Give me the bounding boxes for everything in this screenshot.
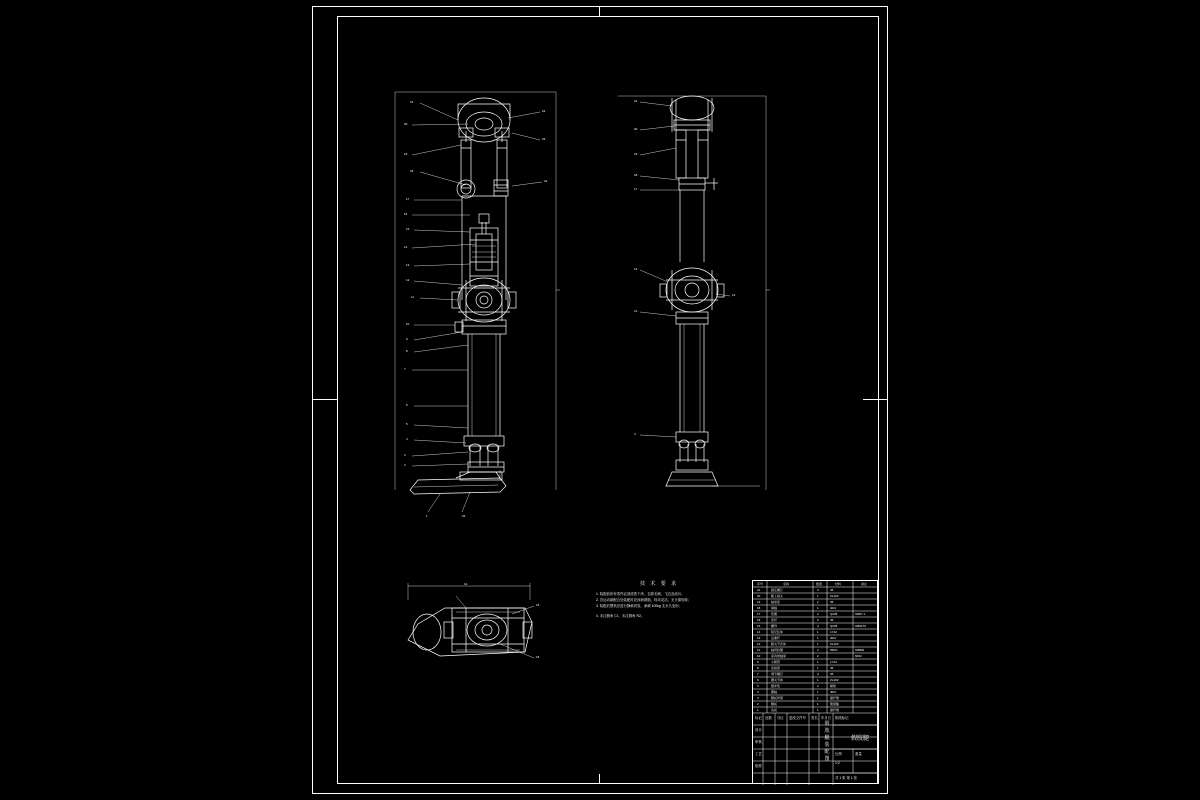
parts-cell-qty: 1 — [817, 630, 819, 634]
parts-cell-no: 14 — [757, 630, 761, 634]
technical-note-3: 3. 装配后整机应进行静载试验，承载 100kg 无永久变形； — [596, 604, 683, 608]
front-balloon-12: 12 — [406, 278, 410, 282]
parts-cell-qty: 1 — [817, 660, 819, 664]
parts-cell-name: 螺母 — [771, 624, 778, 628]
front-balloon-18: 18 — [410, 169, 414, 173]
tb-scale-label: 比例 — [835, 752, 842, 756]
parts-cell-material: ZL102 — [830, 594, 839, 598]
parts-cell-qty: 2 — [817, 654, 819, 658]
front-balloon-14: 14 — [404, 245, 408, 249]
side-balloon-21: 21 — [634, 99, 638, 103]
parts-cell-note: GB894 — [855, 648, 865, 652]
parts-cell-material: 45 — [830, 672, 834, 676]
tb-field-3: 更改文件号 — [789, 716, 806, 720]
front-balloon-9: 9 — [406, 337, 408, 341]
side-balloon-19: 19 — [634, 152, 638, 156]
tb-role-approve: 批准 — [755, 764, 762, 768]
technical-note-2: 2. 各运动副配合处装配时应涂润滑脂，转动灵活，无卡滞现象； — [596, 598, 692, 602]
tb-role-review: 审核 — [755, 740, 762, 744]
parts-cell-name: 脚板 — [771, 702, 778, 706]
parts-header-no: 序号 — [757, 582, 764, 586]
parts-header-material: 材料 — [835, 582, 842, 586]
parts-cell-material: 碳纤维 — [830, 696, 840, 700]
parts-cell-qty: 1 — [817, 708, 819, 712]
parts-cell-note: 6002 — [855, 654, 862, 658]
parts-cell-no: 1 — [757, 708, 759, 712]
front-right-balloon-24: 24 — [544, 179, 548, 183]
front-balloon-6: 6 — [406, 403, 408, 407]
parts-cell-qty: 1 — [817, 594, 819, 598]
parts-cell-name: 膝关节壳体 — [771, 642, 787, 646]
parts-cell-note: GB97.1 — [855, 612, 866, 616]
parts-cell-no: 20 — [757, 594, 761, 598]
front-balloon-11: 11 — [411, 295, 415, 299]
parts-cell-name: 踝关节体 — [771, 678, 784, 682]
parts-cell-material: ZL102 — [830, 678, 839, 682]
parts-cell-name: 膝上接头 — [771, 594, 784, 598]
side-balloon-4: 4 — [634, 432, 636, 436]
side-balloon-20: 20 — [634, 127, 638, 131]
parts-cell-material: 橡胶 — [830, 684, 837, 688]
center-tick-right — [863, 399, 888, 400]
front-balloon-8: 8 — [406, 349, 408, 353]
parts-cell-qty: 4 — [817, 672, 819, 676]
parts-cell-no: 17 — [757, 612, 761, 616]
parts-cell-material: 碳纤维 — [830, 708, 840, 712]
parts-cell-name: 轴承座 — [771, 600, 781, 604]
parts-cell-material: 45 — [830, 618, 834, 622]
parts-cell-material: Q235 — [830, 624, 838, 628]
parts-cell-no: 7 — [757, 672, 759, 676]
front-balloon-3: 3 — [404, 453, 406, 457]
parts-cell-name: 阻尼缸体 — [771, 630, 784, 634]
parts-cell-no: 3 — [757, 696, 759, 700]
parts-cell-material: ZL102 — [830, 642, 839, 646]
top-balloon-12: 12 — [464, 582, 468, 586]
parts-header-note: 备注 — [861, 582, 868, 586]
parts-cell-material: Q235 — [830, 612, 838, 616]
parts-cell-qty: 1 — [817, 690, 819, 694]
parts-cell-name: 固定螺钉 — [771, 588, 784, 592]
title-block — [752, 580, 878, 784]
parts-cell-no: 21 — [757, 588, 761, 592]
parts-cell-name: 活塞杆 — [771, 636, 781, 640]
parts-cell-qty: 2 — [817, 618, 819, 622]
front-right-balloon-22: 22 — [542, 109, 546, 113]
side-balloon-17: 17 — [634, 187, 638, 191]
parts-cell-qty: 1 — [817, 642, 819, 646]
tb-drawing-name: 假肢腿 — [851, 736, 870, 742]
front-balloon-4: 4 — [406, 437, 408, 441]
parts-cell-material: 65Mn — [830, 648, 838, 652]
front-balloon-19: 19 — [404, 152, 408, 156]
tb-field-5: 年月日 — [821, 716, 832, 720]
parts-cell-material: 40Cr — [830, 690, 837, 694]
front-right-balloon-23: 23 — [542, 137, 546, 141]
parts-cell-name: 连杆 — [771, 618, 778, 622]
center-tick-bottom — [599, 774, 600, 784]
front-balloon-16: 16 — [404, 212, 408, 216]
front-balloon-2: 2 — [404, 463, 406, 467]
tb-field-0: 标记 — [755, 716, 762, 720]
parts-cell-material: 45 — [830, 588, 834, 592]
parts-cell-no: 8 — [757, 666, 759, 670]
parts-header-qty: 数量 — [816, 582, 823, 586]
parts-cell-name: 深沟球轴承 — [771, 654, 787, 658]
parts-cell-qty: 4 — [817, 588, 819, 592]
side-right-balloon-14: 14 — [732, 293, 736, 297]
tb-role-design: 设计 — [755, 728, 762, 732]
parts-cell-no: 18 — [757, 606, 761, 610]
parts-cell-material: 聚氨酯 — [830, 702, 840, 706]
parts-cell-name: 小腿管 — [771, 660, 781, 664]
parts-cell-material: 40Cr — [830, 636, 837, 640]
parts-cell-qty: 2 — [817, 600, 819, 604]
parts-cell-material: 45 — [830, 666, 834, 670]
parts-cell-material: LY12 — [830, 660, 837, 664]
parts-cell-qty: 4 — [817, 624, 819, 628]
parts-cell-qty: 2 — [817, 684, 819, 688]
parts-cell-qty: 2 — [817, 648, 819, 652]
parts-cell-no: 4 — [757, 690, 759, 694]
front-balloon-20: 20 — [404, 122, 408, 126]
parts-cell-no: 2 — [757, 702, 759, 706]
tb-field-4: 签名 — [811, 716, 818, 720]
technical-notes-title: 技 术 要 求 — [640, 581, 679, 587]
parts-cell-qty: 1 — [817, 696, 819, 700]
front-balloon-10: 10 — [406, 322, 410, 326]
tb-field-2: 分区 — [777, 716, 784, 720]
parts-cell-no: 16 — [757, 618, 761, 622]
parts-cell-qty: 1 — [817, 666, 819, 670]
front-balloon-7: 7 — [404, 367, 406, 371]
parts-cell-material: LY12 — [830, 630, 837, 634]
tb-scale-value: 1:2 — [835, 761, 840, 765]
parts-cell-note: GB6170 — [855, 624, 867, 628]
parts-cell-name: 缓冲垫 — [771, 684, 781, 688]
parts-cell-name: 踝轴 — [771, 690, 778, 694]
front-balloon-13: 13 — [406, 263, 410, 267]
parts-cell-name: 连接套 — [771, 666, 781, 670]
tb-drawing-name-vertical: 假 肢 腿 装 配 图 — [824, 721, 830, 762]
parts-cell-name: 轴用挡圈 — [771, 648, 784, 652]
parts-cell-qty: 1 — [817, 606, 819, 610]
parts-cell-qty: 2 — [817, 612, 819, 616]
technical-note-4: 4. 未注倒角 C1，未注圆角 R2。 — [596, 614, 645, 618]
parts-cell-name: 底板 — [771, 708, 778, 712]
top-balloon-16: 16 — [536, 603, 540, 607]
parts-cell-no: 19 — [757, 600, 761, 604]
front-balloon-5: 5 — [406, 422, 408, 426]
parts-cell-no: 13 — [757, 636, 761, 640]
front-right-balloon-25: 25 — [462, 514, 466, 518]
parts-cell-no: 15 — [757, 624, 761, 628]
parts-cell-no: 9 — [757, 660, 759, 664]
parts-cell-qty: 1 — [817, 636, 819, 640]
tb-weight-label: 重量 — [855, 752, 862, 756]
parts-cell-name: 调节螺钉 — [771, 672, 784, 676]
parts-header-name: 名称 — [783, 582, 790, 586]
parts-cell-qty: 1 — [817, 678, 819, 682]
parts-cell-material: 40Cr — [830, 606, 837, 610]
parts-cell-no: 11 — [757, 648, 761, 652]
parts-cell-name: 销轴 — [771, 606, 778, 610]
tb-field-1: 处数 — [765, 716, 772, 720]
parts-cell-material: 45 — [830, 600, 834, 604]
front-balloon-17: 17 — [406, 197, 410, 201]
parts-cell-no: 5 — [757, 684, 759, 688]
side-balloon-12: 12 — [634, 309, 638, 313]
front-balloon-15: 15 — [406, 227, 410, 231]
center-tick-top — [599, 6, 600, 16]
front-balloon-1: 1 — [426, 514, 428, 518]
side-balloon-13: 13 — [634, 267, 638, 271]
tb-stage-label: 阶段标记 — [835, 716, 849, 720]
center-tick-left — [312, 399, 337, 400]
parts-cell-no: 6 — [757, 678, 759, 682]
parts-cell-no: 10 — [757, 654, 761, 658]
tb-role-process: 工艺 — [755, 752, 762, 756]
front-balloon-21: 21 — [410, 100, 414, 104]
parts-cell-no: 12 — [757, 642, 761, 646]
parts-cell-qty: 1 — [817, 702, 819, 706]
tb-sheet-label: 共 1 张 第 1 张 — [835, 776, 858, 780]
technical-note-1: 1. 装配前所有零件必须清洗干净，去除毛刺、飞边及油污； — [596, 592, 685, 596]
parts-cell-name: 脚板骨架 — [771, 696, 784, 700]
parts-cell-name: 垫圈 — [771, 612, 778, 616]
side-balloon-18: 18 — [634, 173, 638, 177]
top-balloon-15: 15 — [536, 655, 540, 659]
